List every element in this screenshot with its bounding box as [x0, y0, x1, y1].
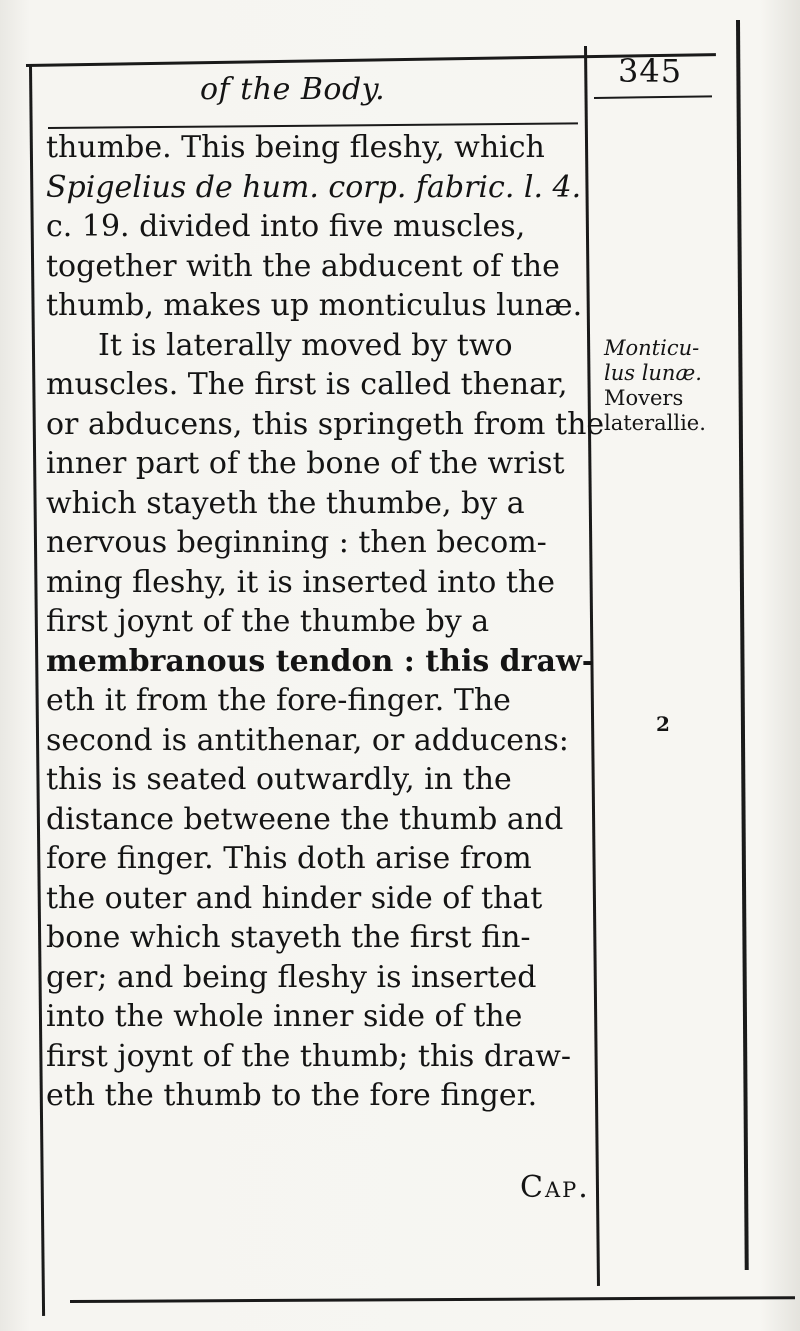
text-line: membranous tendon : this draw-	[46, 643, 595, 679]
text-line: eth the thumb to the fore finger.	[46, 1078, 538, 1113]
text-line: fore finger. This doth arise from	[46, 841, 532, 876]
frame-left-rule	[29, 66, 45, 1316]
marginal-line: lus lunæ.	[604, 361, 702, 385]
running-head: of the Body.	[200, 72, 386, 107]
text-line: ger; and being fleshy is inserted	[46, 959, 537, 995]
frame-bottom-rule	[70, 1296, 795, 1303]
text-line: first joynt of the thumb; this draw-	[46, 1038, 572, 1074]
text-line: eth it from the fore-finger. The	[46, 683, 511, 718]
text-line: together with the abducent of the	[46, 248, 560, 284]
text-line: distance betweene the thumb and	[46, 801, 564, 837]
text-line: or abducens, this springeth from the	[46, 406, 605, 442]
text-line: thumbe. This being fleshy, which	[46, 130, 545, 165]
body-text	[46, 128, 606, 1116]
text-line: ming fleshy, it is inserted into the	[46, 564, 555, 600]
text-line: thumb, makes up monticulus lunæ.	[46, 288, 583, 323]
page-number: 345	[618, 52, 683, 90]
text-line: the outer and hinder side of that	[46, 880, 543, 916]
text-line: this is seated outwardly, in the	[46, 762, 512, 797]
text-line: It is laterally moved by two	[98, 327, 513, 363]
text-line: muscles. The first is called thenar,	[46, 367, 568, 402]
text-line: first joynt of the thumbe by a	[46, 604, 490, 639]
text-line: second is antithenar, or adducens:	[46, 722, 569, 758]
text-line: which stayeth the thumbe, by a	[46, 485, 525, 521]
text-line: nervous beginning : then becom-	[46, 525, 547, 560]
text-line: c. 19. divided into five muscles,	[46, 209, 526, 244]
frame-top-rule	[26, 53, 716, 67]
frame-right-rule	[736, 20, 749, 1270]
marginal-number: 2	[656, 712, 670, 736]
marginal-line: Monticu-	[604, 336, 700, 360]
text-line: Spigelius de hum. corp. fabric. l. 4.	[46, 169, 582, 205]
marginal-note	[604, 336, 734, 436]
text-line: into the whole inner side of the	[46, 999, 523, 1034]
marginal-line: Movers	[604, 386, 684, 410]
text-line: bone which stayeth the first fin-	[46, 920, 531, 955]
text-line: inner part of the bone of the wrist	[46, 446, 565, 481]
catchword: Cap.	[520, 1170, 590, 1205]
page-number-rule	[594, 95, 712, 99]
marginal-line: laterallie.	[604, 411, 706, 435]
